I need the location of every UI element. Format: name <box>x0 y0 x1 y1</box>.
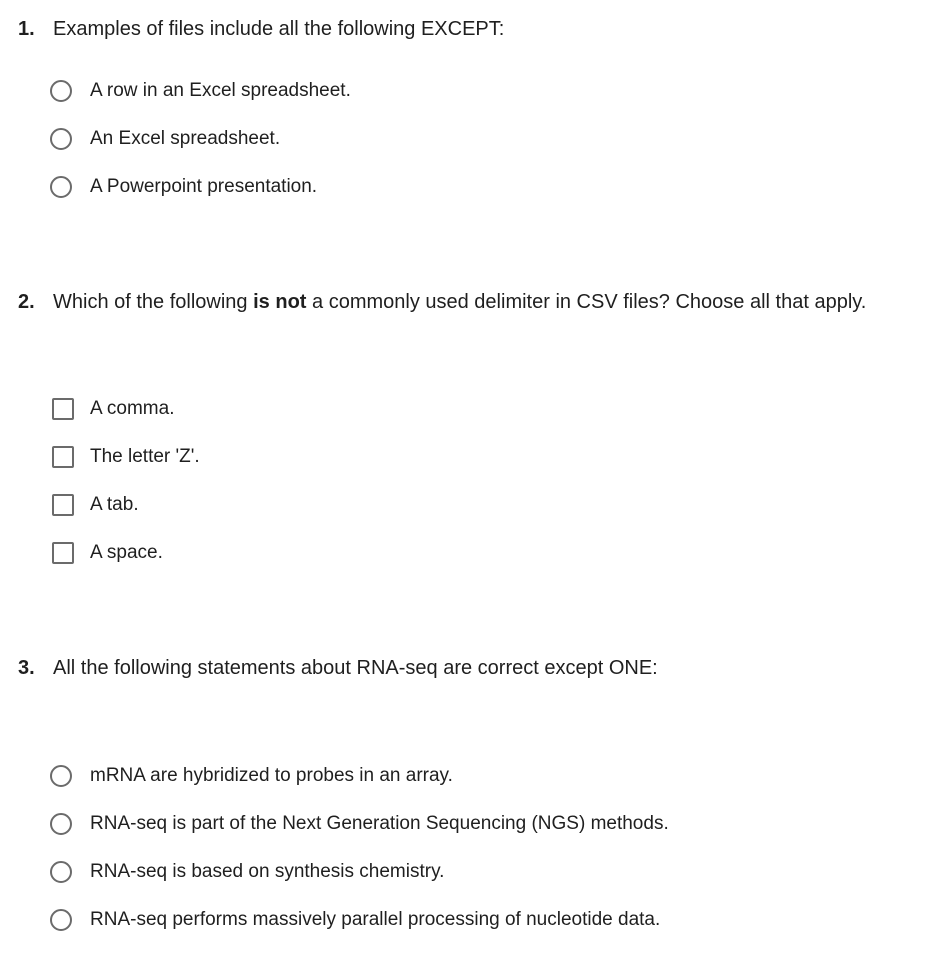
checkbox[interactable] <box>52 542 74 564</box>
option-radio[interactable] <box>50 761 453 791</box>
question-number: 2. <box>18 291 35 313</box>
question-3 <box>18 656 930 930</box>
option-checkbox[interactable] <box>50 442 200 472</box>
option-label: RNA-seq is part of the Next Generation Sequencing (NGS) methods. <box>90 813 669 834</box>
radio-button[interactable] <box>50 861 72 883</box>
option-checkbox[interactable] <box>50 490 139 520</box>
checkbox[interactable] <box>52 398 74 420</box>
question-2-header <box>18 290 930 314</box>
radio-button[interactable] <box>50 909 72 931</box>
option-label: A Powerpoint presentation. <box>90 176 318 197</box>
option-label: The letter 'Z'. <box>90 446 200 467</box>
radio-button[interactable] <box>50 765 72 787</box>
question-3-header <box>18 656 930 680</box>
option-radio[interactable] <box>50 172 317 202</box>
option-label: A tab. <box>90 494 139 515</box>
option-checkbox[interactable] <box>50 394 174 424</box>
option-label: RNA-seq is based on synthesis chemistry. <box>90 861 445 882</box>
question-text: All the following statements about RNA-seq are correct except ONE: <box>53 657 658 679</box>
question-text: Examples of files include all the following EXCEPT: <box>53 18 505 40</box>
option-radio[interactable] <box>50 76 351 106</box>
question-1 <box>18 17 930 197</box>
emphasis-text: is not <box>253 291 307 313</box>
question-2 <box>18 290 930 563</box>
question-1-header <box>18 17 930 41</box>
option-label: mRNA are hybridized to probes in an array. <box>90 765 453 786</box>
option-label: A row in an Excel spreadsheet. <box>90 80 351 101</box>
option-label: An Excel spreadsheet. <box>90 128 281 149</box>
checkbox[interactable] <box>52 494 74 516</box>
option-label: A space. <box>90 542 163 563</box>
radio-button[interactable] <box>50 176 72 198</box>
option-label: RNA-seq performs massively parallel processing of nucleotide data. <box>90 909 661 930</box>
option-checkbox[interactable] <box>50 538 163 568</box>
checkbox[interactable] <box>52 446 74 468</box>
option-radio[interactable] <box>50 124 280 154</box>
radio-button[interactable] <box>50 128 72 150</box>
radio-button[interactable] <box>50 813 72 835</box>
option-radio[interactable] <box>50 905 660 935</box>
radio-button[interactable] <box>50 80 72 102</box>
option-label: A comma. <box>90 398 175 419</box>
question-number: 3. <box>18 657 35 679</box>
option-radio[interactable] <box>50 857 444 887</box>
question-number: 1. <box>18 18 35 40</box>
question-text: Which of the following is not a commonly used delimiter in CSV files? Choose all that apply. <box>53 291 867 313</box>
option-radio[interactable] <box>50 809 669 839</box>
